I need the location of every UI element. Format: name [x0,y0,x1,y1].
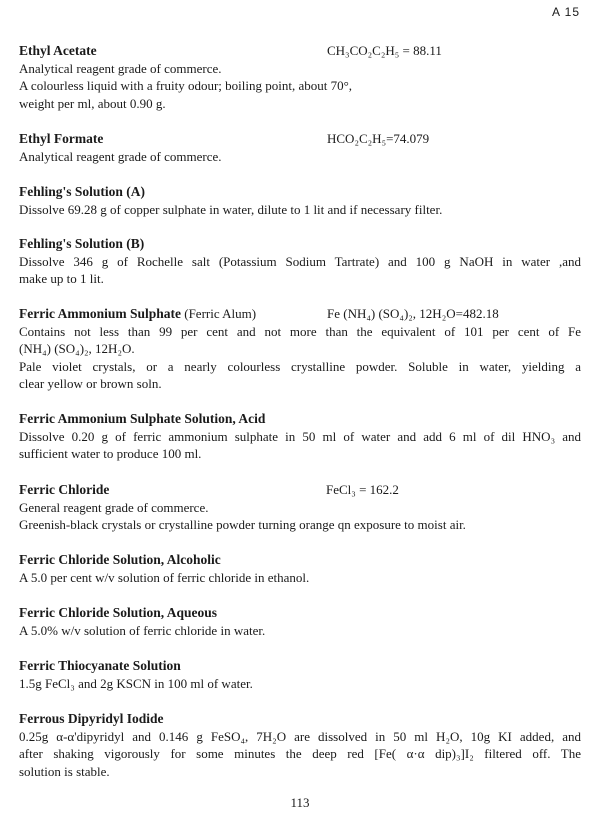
entry-header [19,183,581,201]
entry-line: A 5.0 per cent w/v solution of ferric chloride in ethanol. [19,569,310,585]
entry-name: Ethyl Acetate [19,43,97,58]
entry-line: General reagent grade of commerce. [19,499,209,515]
entry-line: (NH₄) (SO₄)₂, 12H₂O. [19,341,135,356]
entry-line: Dissolve 346 g of Rochelle salt (Potassium Sodium Tartrate) and 100 g NaOH in water ,and [19,253,581,269]
entry-line: 1.5g FeCl₃ and 2g KSCN in 100 ml of water. [19,675,253,691]
entry-line: sufficient water to produce 100 ml. [19,446,202,461]
entry-line: Analytical reagent grade of commerce. [19,60,222,76]
entry-ferrous-dipyridyl-iodide [19,710,581,780]
entry-header [19,604,581,622]
entry-line: Dissolve 69.28 g of copper sulphate in water, dilute to 1 lit and if necessary filter. [19,201,443,217]
entry-ferric-chloride-solution-aqueous [19,604,581,639]
entry-ferric-thiocyanate-solution [19,657,581,692]
entry-ferric-chloride-solution-alcoholic [19,551,581,586]
entry-line: Analytical reagent grade of commerce. [19,148,222,164]
entry-fehlings-solution-b [19,235,581,288]
entry-name: Ferric Ammonium Sulphate Solution, Acid [19,411,266,426]
entry-formula: FeCl₃ = 162.2 [326,482,399,497]
entry-header [19,235,581,253]
entry-line: make up to 1 lit. [19,271,104,286]
entry-name: Ethyl Formate [19,131,104,146]
entry-header [19,481,581,499]
entry-formula: Fe (NH₄) (SO₄)₂, 12H₂O=482.18 [327,306,499,321]
page-number: 113 [290,795,310,810]
entry-header [19,305,581,323]
entry-name: Fehling's Solution (B) [19,236,145,251]
entry-formula: HCO₂C₂H₅=74.079 [327,131,430,146]
entry-line: clear yellow or brown soln. [19,376,162,391]
entry-header [19,410,581,428]
entry-line: weight per ml, about 0.90 g. [19,95,166,111]
entry-line: A colourless liquid with a fruity odour; boiling point, about 70°, [19,78,353,93]
entry-header [19,551,581,569]
entry-line: after shaking vigorously for some minutes the deep red [Fe( α·α dip)₃]I₂ filtered off. The [19,746,581,761]
entry-line: Greenish-black crystals or crystalline powder turning orange qn exposure to moist air. [19,517,466,532]
entry-line: Contains not less than 99 per cent and not more than the equivalent of 101 per cent of Fe [19,323,581,339]
entry-ethyl-acetate [19,42,581,112]
entry-name-note: (Ferric Alum) [181,306,257,321]
entry-line: Dissolve 0.20 g of ferric ammonium sulphate in 50 ml of water and add 6 ml of dil HNO₃ and [19,428,581,444]
entry-name: Ferric Chloride Solution, Alcoholic [19,552,221,567]
entry-ferric-ammonium-sulphate-solution-acid [19,410,581,463]
entry-header [19,710,581,728]
entry-ethyl-formate [19,130,581,165]
entry-header [19,42,581,60]
entry-name: Fehling's Solution (A) [19,184,146,199]
entry-name: Ferric Thiocyanate Solution [19,658,181,673]
page-tag: A 15 [551,5,580,19]
entry-header [19,657,581,675]
entry-name: Ferric Chloride Solution, Aqueous [19,605,218,620]
entry-header [19,130,581,148]
entry-line: A 5.0% w/v solution of ferric chloride in water. [19,622,266,638]
entry-fehlings-solution-a [19,183,581,218]
entry-line: solution is stable. [19,763,110,779]
entry-line: Pale violet crystals, or a nearly colourless crystalline powder. Soluble in water, yielding a [19,358,581,374]
entry-name: Ferric Chloride [19,482,110,497]
entry-name: Ferric Ammonium Sulphate [19,306,181,321]
entry-formula: CH₃CO₂C₂H₅ = 88.11 [327,43,442,58]
entry-ferric-chloride [19,481,581,534]
entry-line: 0.25g α-α'dipyridyl and 0.146 g FeSO₄, 7H₂O are dissolved in 50 ml H₂O, 10g KI added, and [19,728,581,744]
entry-name: Ferrous Dipyridyl Iodide [19,711,164,726]
entry-ferric-ammonium-sulphate [19,305,581,393]
